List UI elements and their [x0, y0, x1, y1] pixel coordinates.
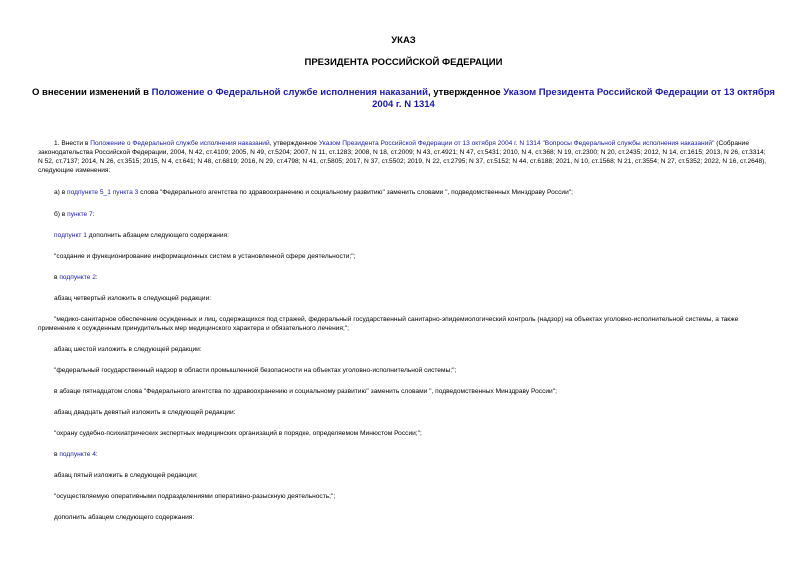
- item-b-link[interactable]: пункте 7: [67, 211, 93, 218]
- subject-middle: , утвержденное: [427, 87, 504, 98]
- item-b-prefix: б) в: [54, 211, 68, 218]
- item-a-link[interactable]: подпункте 5_1 пункта 3: [67, 189, 139, 196]
- paragraph-abz29: абзац двадцать девятый изложить в следующей редакции:: [54, 409, 236, 416]
- subject-prefix: О внесении изменений в: [32, 87, 152, 98]
- item-a-rest: слова "Федерального агентства по здравоохранению и социальному развитию" заменить словами ", подведомственных Минздраву России";: [138, 189, 573, 196]
- subject-link-decree[interactable]: Указом Президента Российской Федерации от 13 октября 2004 г. N 1314: [372, 87, 775, 110]
- subitem-4-rest: :: [95, 451, 98, 458]
- item-b-rest: :: [92, 211, 95, 218]
- document-subject: [25, 87, 782, 111]
- subitem-2-link[interactable]: подпункте 2: [59, 274, 96, 281]
- paragraph-add: дополнить абзацем следующего содержания:: [54, 514, 195, 521]
- item1-link-decree[interactable]: Указом Президента Российской Федерации от 13 октября 2004 г. N 1314 "Вопросы Федеральной службы исполнения наказаний": [318, 140, 715, 147]
- paragraph-item-b: [38, 210, 772, 219]
- subitem-1-rest: дополнить абзацем следующего содержания:: [86, 232, 229, 239]
- paragraph-item-1: [38, 139, 772, 175]
- paragraph-abz15: в абзаце пятнадцатом слова "Федерального агентства по здравоохранению и социальному развитию" заменить словами ", подведомственных Минздраву России";: [54, 388, 557, 395]
- subitem-1-link[interactable]: подпункт 1: [54, 232, 87, 239]
- subitem-4-prefix: в: [54, 451, 60, 458]
- paragraph-item-a: [38, 188, 772, 197]
- paragraph-subitem-4: [38, 450, 772, 459]
- paragraph-medical: "медико-санитарное обеспечение осужденных и лиц, содержащихся под стражей, федеральный государственный санитарно-эпидемиологический контроль (надзор) на объектах уголовно-исполнительной системы, а также применение к осужденным принудительных мер медицинского характера и обязательного лечения;";: [38, 316, 739, 332]
- paragraph-operational: "осуществляемую оперативными подразделениями оперативно-разыскную деятельность;";: [54, 493, 336, 500]
- document-title: УКАЗ: [391, 35, 416, 46]
- subitem-4-link[interactable]: подпункте 4: [59, 451, 96, 458]
- item1-middle: , утвержденное: [269, 140, 319, 147]
- paragraph-subitem-2: [38, 273, 772, 282]
- document-subtitle: ПРЕЗИДЕНТА РОССИЙСКОЙ ФЕДЕРАЦИИ: [304, 57, 503, 68]
- paragraph-industrial-safety: "федеральный государственный надзор в области промышленной безопасности на объектах уголовно-исполнительной системы;";: [54, 367, 457, 374]
- paragraph-abz4: абзац четвертый изложить в следующей редакции:: [54, 295, 212, 302]
- paragraph-psychiatric: "охрану судебно-психиатрических экспертных медицинских организаций в порядке, определяемом Минюстом России;";: [54, 430, 422, 437]
- paragraph-abz5: абзац пятый изложить в следующей редакции:: [54, 472, 198, 479]
- paragraph-subitem-1: [38, 231, 772, 240]
- item1-rest: (Собрание законодательства Российской Федерации, 2004, N 42, ст.4109; 2005, N 49, ст.5204; 2007, N 11, ст.1283; 2008, N 18, ст.2009; N 43, ст.4921; N 47, ст.5431; 2010, N 4, ст.368; N 19, ст.2300; N 20, ст.2435; 2012, N 14, ст.1615; 2013, N 26, ст.3314; N 52, ст.7137; 2014, N 26, ст.3515; 2015, N 4, ст.641; N 48, ст.6819; 2016, N 29, ст.4798; N 41, ст.5805; 2017, N 37, ст.5502; 2019, N 22, ст.2795; N 37, ст.5152; N 44, ст.6188; 2021, N 10, ст.1568; N 21, ст.3554; N 27, ст.5352; 2022, N 16, ст.2648), следующие изменения:: [38, 140, 767, 174]
- subitem-2-prefix: в: [54, 274, 60, 281]
- item1-link-regulation[interactable]: Положение о Федеральной службе исполнения наказаний: [90, 140, 270, 147]
- subject-link-regulation[interactable]: Положение о Федеральной службе исполнения наказаний: [151, 87, 428, 98]
- paragraph-info-systems: "создание и функционирование информационных систем в установленной сфере деятельности;";: [54, 253, 356, 260]
- item-a-prefix: а) в: [54, 189, 68, 196]
- paragraph-abz6: абзац шестой изложить в следующей редакции:: [54, 346, 202, 353]
- item1-prefix: 1. Внести в: [54, 140, 91, 147]
- subitem-2-rest: :: [95, 274, 98, 281]
